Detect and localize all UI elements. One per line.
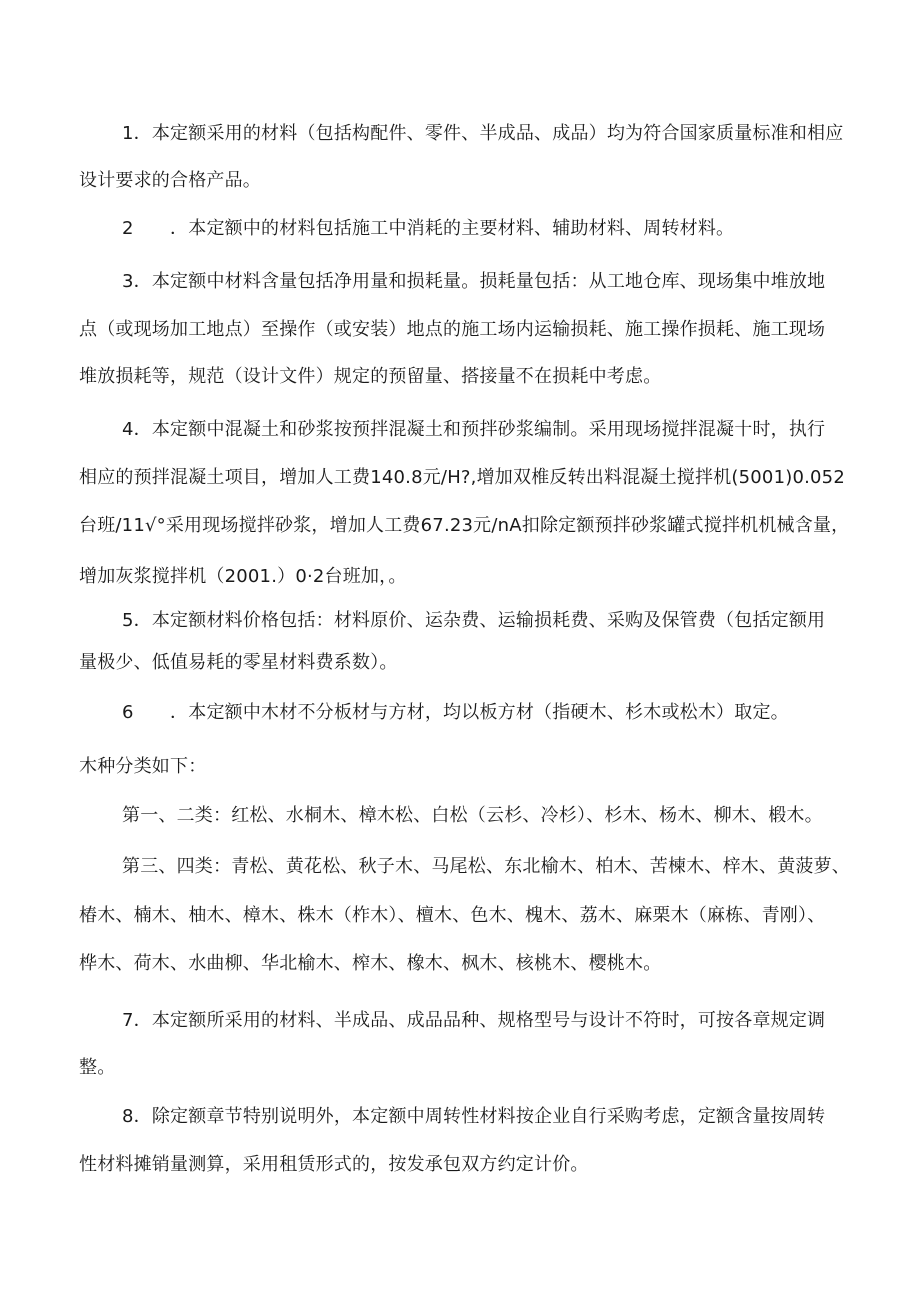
text-line: 点（或现场加工地点）至操作（或安装）地点的施工场内运输损耗、施工操作损耗、施工现场 xyxy=(79,319,826,340)
text-line: 性材料摊销量测算，采用租赁形式的，按发承包双方约定计价。 xyxy=(79,1154,589,1175)
text-line: 1．本定额采用的材料（包括构配件、零件、半成品、成品）均为符合国家质量标准和相应 xyxy=(122,123,844,144)
text-line: 2 ．本定额中的材料包括施工中消耗的主要材料、辅助材料、周转材料。 xyxy=(122,218,735,239)
text-line: 8．除定额章节特别说明外，本定额中周转性材料按企业自行采购考虑，定额含量按周转 xyxy=(122,1106,826,1127)
text-line: 台班/11√°采用现场搅拌砂浆，增加人工费67.23元/nA扣除定额预拌砂浆罐式搅拌机机械含量， xyxy=(79,515,850,536)
text-line: 增加灰浆搅拌机（2001.）0·2台班加，。 xyxy=(79,566,407,587)
text-line: 第一、二类：红松、水桐木、樟木松、白松（云杉、冷杉）、杉木、杨木、柳木、椴木。 xyxy=(122,805,823,826)
text-line: 相应的预拌混凝土项目，增加人工费140.8元/H?,增加双椎反转出料混凝土搅拌机(5001)0.052 xyxy=(79,467,845,488)
text-line: 4．本定额中混凝土和砂浆按预拌混凝土和预拌砂浆编制。采用现场搅拌混凝十时，执行 xyxy=(122,419,826,440)
text-line: 6 ．本定额中木材不分板材与方材，均以板方材（指硬木、杉木或松木）取定。 xyxy=(122,702,789,723)
text-line: 桦木、荷木、水曲柳、华北榆木、榨木、橡木、枫木、核桃木、樱桃木。 xyxy=(79,953,662,974)
text-line: 3．本定额中材料含量包括净用量和损耗量。损耗量包括：从工地仓库、现场集中堆放地 xyxy=(122,271,826,292)
text-line: 木种分类如下： xyxy=(79,756,207,777)
text-line: 第三、四类：青松、黄花松、秋子木、马尾松、东北榆木、柏木、苦楝木、梓木、黄菠萝、 xyxy=(122,856,850,877)
text-line: 设计要求的合格产品。 xyxy=(79,170,261,191)
text-line: 堆放损耗等，规范（设计文件）规定的预留量、搭接量不在损耗中考虑。 xyxy=(79,366,662,387)
text-line: 量极少、低值易耗的零星材料费系数）。 xyxy=(79,652,398,673)
text-line: 5．本定额材料价格包括：材料原价、运杂费、运输损耗费、采购及保管费（包括定额用 xyxy=(122,610,826,631)
text-line: 椿木、楠木、柚木、樟木、株木（柞木）、檀木、色木、槐木、荔木、麻栗木（麻栋、青刚）、 xyxy=(79,905,826,926)
text-line: 整。 xyxy=(79,1057,116,1078)
text-line: 7．本定额所采用的材料、半成品、成品品种、规格型号与设计不符时，可按各章规定调 xyxy=(122,1010,826,1031)
